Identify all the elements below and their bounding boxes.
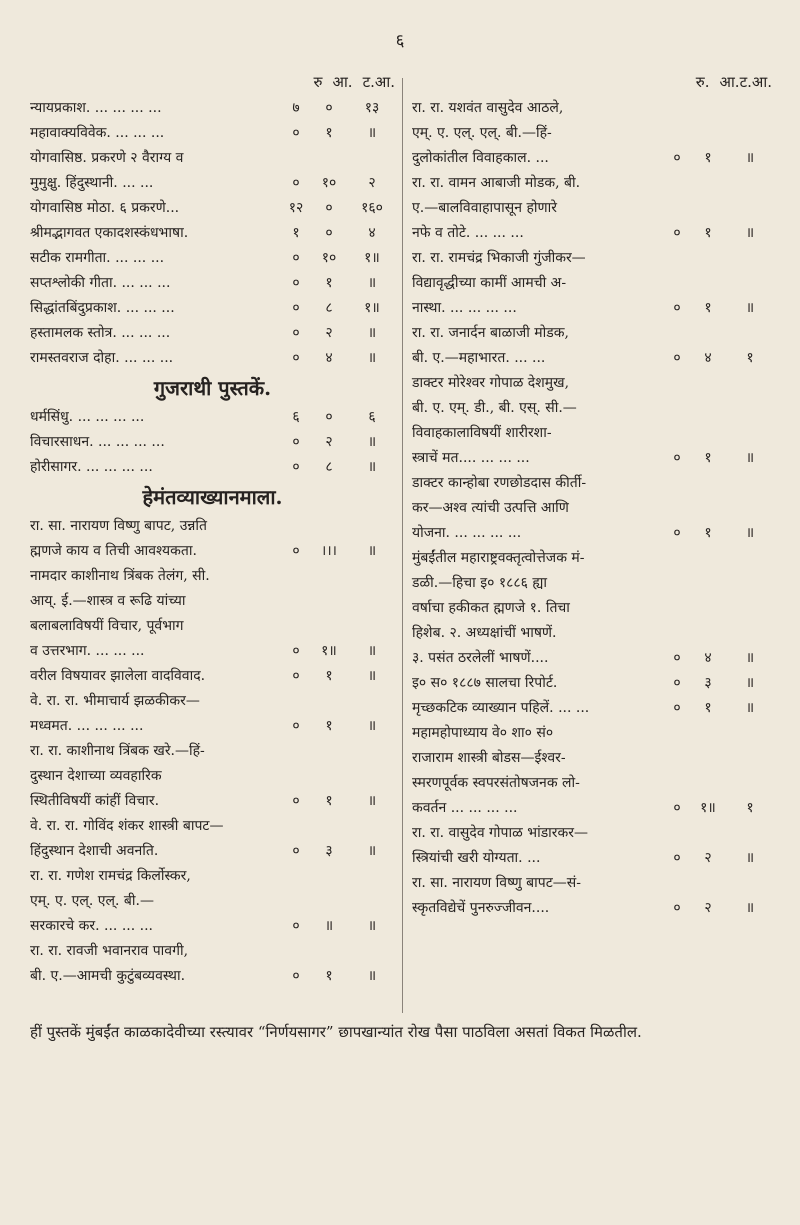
book-title: स्त्राचें मत.... ... ... ... (412, 450, 530, 466)
price-annas: १० (321, 175, 337, 191)
postage-annas: ॥ (367, 459, 377, 475)
postage-annas: ॥ (367, 643, 377, 659)
list-item (412, 646, 772, 671)
book-title: रा. रा. रावजी भवानराव पावगी, (30, 943, 189, 959)
list-item (412, 596, 772, 621)
book-title: रा. सा. नारायण विष्णु बापट—सं- (412, 875, 581, 891)
price-annas: १ (325, 793, 333, 809)
postage-annas: ६ (368, 409, 376, 425)
book-title: बी. ए. एम्. डी., बी. एस्. सी.— (412, 400, 577, 416)
header-anna: आ. (332, 73, 353, 91)
price-annas: ८ (325, 300, 333, 316)
list-item (30, 171, 395, 196)
postage-annas: ॥ (745, 300, 755, 316)
list-item (412, 746, 772, 771)
book-title: दुस्थान देशाच्या व्यवहारिक (30, 768, 162, 784)
list-item (30, 689, 395, 714)
list-item (30, 121, 395, 146)
postage-annas: ॥ (367, 543, 377, 559)
book-title: सटीक रामगीता. ... ... ... (30, 250, 165, 266)
book-title: बलाबलाविषयीं विचार, पूर्वभाग (30, 618, 184, 634)
postage-annas: ॥ (367, 793, 377, 809)
book-title: वे. रा. रा. भीमाचार्य झळकीकर— (30, 693, 200, 709)
list-item (412, 571, 772, 596)
book-title: विवाहकालाविषयीं शारीरशा- (412, 425, 552, 441)
list-item (30, 221, 395, 246)
book-title: विद्यावृद्धीच्या कामीं आमची अ- (412, 275, 567, 291)
list-item (30, 146, 395, 171)
list-item (412, 196, 772, 221)
list-item (412, 321, 772, 346)
postage-annas: ॥ (745, 850, 755, 866)
list-item (412, 96, 772, 121)
book-title: ३. पसंत ठरलेलीं भाषणें.... (412, 650, 549, 666)
column-divider (402, 78, 403, 1013)
list-item (412, 521, 772, 546)
header-rupee: रु (313, 73, 323, 91)
postage-annas: ॥ (745, 650, 755, 666)
list-item (30, 964, 395, 989)
book-title: योजना. ... ... ... ... (412, 525, 522, 541)
footer-note: हीं पुस्तकें मुंबईंत काळकादेवीच्या रस्त्यावर “निर्णयसागर” छापखान्यांत रोख पैसा पाठविला असतां विकत मिळतील. (30, 1023, 642, 1041)
book-title: रा. रा. जनार्दन बाळाजी मोडक, (412, 325, 569, 341)
price-annas: ० (325, 409, 333, 425)
book-title: स्त्रियांची खरी योग्यता. ... (412, 850, 541, 866)
book-title: रा. रा. रामचंद्र भिकाजी गुंजीकर— (412, 250, 586, 266)
list-item (412, 796, 772, 821)
price-rupees: ० (292, 434, 300, 450)
list-item (30, 321, 395, 346)
book-title: बी. ए.—आमची कुटुंबव्यवस्था. (30, 968, 186, 984)
book-title: स्थितीविषयीं कांहीं विचार. (30, 793, 160, 809)
price-rupees: ० (292, 325, 300, 341)
price-annas: १ (704, 150, 712, 166)
price-rupees: ७ (292, 100, 300, 116)
list-item (412, 496, 772, 521)
price-rupees: ० (673, 650, 681, 666)
postage-annas: ॥ (745, 900, 755, 916)
postage-annas: ॥ (367, 968, 377, 984)
list-item (412, 296, 772, 321)
price-annas: ४ (325, 350, 333, 366)
price-rupees: ० (292, 300, 300, 316)
book-title: बी. ए.—महाभारत. ... ... (412, 350, 546, 366)
book-title: होरीसागर. ... ... ... ... (30, 459, 153, 475)
list-item (412, 346, 772, 371)
postage-annas: ॥ (367, 275, 377, 291)
list-item (30, 271, 395, 296)
price-rupees: ० (673, 800, 681, 816)
price-annas: ३ (325, 843, 333, 859)
list-item (412, 396, 772, 421)
price-annas: १॥ (321, 643, 337, 659)
book-title: न्यायप्रकाश. ... ... ... ... (30, 100, 162, 116)
list-item (412, 896, 772, 921)
list-item (30, 714, 395, 739)
price-rupees: ० (292, 843, 300, 859)
right-column (412, 72, 772, 921)
postage-annas: ॥ (745, 675, 755, 691)
postage-annas: २ (368, 175, 376, 191)
book-title: मृच्छकटिक व्याख्यान पहिलें. ... ... (412, 700, 590, 716)
price-rupees: ० (292, 250, 300, 266)
book-title: वे. रा. रा. गोविंद शंकर शास्त्री बापट— (30, 818, 224, 834)
price-annas: ८ (325, 459, 333, 475)
price-rupees: ० (673, 850, 681, 866)
book-title: मुमुक्षु. हिंदुस्थानी. ... ... (30, 175, 154, 191)
price-annas: ।।। (321, 543, 337, 559)
book-title: कवर्तन ... ... ... ... (412, 800, 518, 816)
price-rupees: ० (673, 900, 681, 916)
book-title: राजाराम शास्त्री बोडस—ईश्वर- (412, 750, 566, 766)
price-annas: ३ (704, 675, 712, 691)
book-title: व उत्तरभाग. ... ... ... (30, 643, 145, 659)
header-rupee: रु. (695, 73, 710, 91)
postage-annas: ॥ (367, 843, 377, 859)
book-title: योगवासिष्ठ. प्रकरणे २ वैराग्य व (30, 150, 184, 166)
price-annas: ० (325, 225, 333, 241)
book-title: सरकारचे कर. ... ... ... (30, 918, 153, 934)
book-title: मुंबईंतील महाराष्ट्रवक्तृत्वोत्तेजक मं- (412, 550, 585, 566)
postage-annas: ॥ (745, 525, 755, 541)
price-rupees: ० (673, 150, 681, 166)
price-annas: १॥ (700, 800, 716, 816)
price-annas: १० (321, 250, 337, 266)
list-item (30, 246, 395, 271)
list-item (30, 639, 395, 664)
price-rupees: ० (673, 525, 681, 541)
book-title: विचारसाधन. ... ... ... ... (30, 434, 165, 450)
price-rupees: ० (292, 968, 300, 984)
book-title: नफे व तोटे. ... ... ... (412, 225, 524, 241)
book-title: श्रीमद्भागवत एकादशस्कंधभाषा. (30, 225, 189, 241)
book-title: रा. रा. वासुदेव गोपाळ भांडारकर— (412, 825, 589, 841)
price-annas: १ (704, 525, 712, 541)
list-item (412, 721, 772, 746)
list-item (30, 789, 395, 814)
price-annas: १ (704, 700, 712, 716)
price-annas: १ (704, 225, 712, 241)
book-title: इ० स० १८८७ सालचा रिपोर्ट. (412, 675, 558, 691)
list-item (30, 614, 395, 639)
left-column (30, 72, 395, 989)
price-rupees: ० (292, 459, 300, 475)
list-item (30, 514, 395, 539)
postage-annas: ॥ (745, 225, 755, 241)
book-title: मध्वमत. ... ... ... ... (30, 718, 144, 734)
book-title: योगवासिष्ठ मोठा. ६ प्रकरणे... (30, 200, 180, 216)
postage-annas: १३ (364, 100, 380, 116)
postage-annas: १॥ (364, 250, 380, 266)
book-title: ए.—बालविवाहापासून होणारे (412, 200, 557, 216)
book-title: वर्षाचा हकीकत ह्मणजे १. तिचा (412, 600, 570, 616)
book-title: नास्था. ... ... ... ... (412, 300, 517, 316)
left-column-header (30, 72, 395, 96)
price-annas: २ (704, 900, 712, 916)
list-item (30, 405, 395, 430)
postage-annas: १ (746, 800, 754, 816)
postage-annas: ॥ (367, 918, 377, 934)
list-item (412, 846, 772, 871)
book-title: डाक्टर कान्होबा रणछोडदास कीर्ती- (412, 475, 587, 491)
list-item (412, 621, 772, 646)
price-annas: २ (325, 434, 333, 450)
price-rupees: ० (292, 350, 300, 366)
price-rupees: ० (673, 350, 681, 366)
postage-annas: ४ (368, 225, 376, 241)
book-title: रा. सा. नारायण विष्णु बापट, उन्नति (30, 518, 207, 534)
postage-annas: ॥ (367, 325, 377, 341)
list-item (30, 346, 395, 371)
price-rupees: ० (673, 450, 681, 466)
postage-annas: ॥ (367, 668, 377, 684)
book-title: सप्तश्लोकी गीता. ... ... ... (30, 275, 171, 291)
book-title: महावाक्यविवेक. ... ... ... (30, 125, 165, 141)
price-rupees: ६ (292, 409, 300, 425)
price-annas: २ (704, 850, 712, 866)
list-item (30, 889, 395, 914)
price-rupees: ० (673, 675, 681, 691)
header-anna-postage: आ.ट.आ. (719, 73, 772, 91)
list-item (30, 939, 395, 964)
book-title: स्मरणपूर्वक स्वपरसंतोषजनक लो- (412, 775, 580, 791)
book-title: रा. रा. गणेश रामचंद्र किर्लोस्कर, (30, 868, 191, 884)
list-item (412, 821, 772, 846)
price-rupees: ० (292, 918, 300, 934)
postage-annas: ॥ (745, 450, 755, 466)
book-title: रामस्तवराज दोहा. ... ... ... (30, 350, 174, 366)
book-title: नामदार काशीनाथ त्रिंबक तेलंग, सी. (30, 568, 210, 584)
header-postage: ट.आ. (362, 73, 395, 91)
section-heading: गुजराथी पुस्तकें. (153, 376, 272, 400)
list-item (412, 171, 772, 196)
list-item (412, 146, 772, 171)
list-item (30, 664, 395, 689)
book-title: डाक्टर मोरेश्वर गोपाळ देशमुख, (412, 375, 570, 391)
price-rupees: ० (292, 543, 300, 559)
price-rupees: ० (673, 225, 681, 241)
page-number: ६ (395, 31, 405, 51)
list-item (30, 839, 395, 864)
list-item (30, 196, 395, 221)
price-annas: ४ (704, 350, 712, 366)
list-item (30, 430, 395, 455)
list-item (412, 121, 772, 146)
list-item (412, 871, 772, 896)
price-annas: ० (325, 100, 333, 116)
price-annas: १ (325, 718, 333, 734)
book-title: कर—अश्व त्यांची उत्पत्ति आणि (412, 500, 569, 516)
price-rupees: ० (292, 125, 300, 141)
book-title: महामहोपाध्याय वे० शा० सं० (412, 725, 554, 741)
book-title: स्कृतविद्येचें पुनरुज्जीवन.... (412, 900, 550, 916)
postage-annas: ॥ (367, 125, 377, 141)
book-title: धर्मसिंधु. ... ... ... ... (30, 409, 145, 425)
book-title: ह्मणजे काय व तिची आवश्यकता. (30, 543, 197, 559)
price-annas: १ (325, 275, 333, 291)
postage-annas: ॥ (745, 150, 755, 166)
book-title: एम्. ए. एल्. एल्. बी.— (30, 893, 154, 909)
price-rupees: ० (292, 175, 300, 191)
book-title: हस्तामलक स्तोत्र. ... ... ... (30, 325, 171, 341)
list-item (412, 371, 772, 396)
list-item (30, 455, 395, 480)
list-item (30, 296, 395, 321)
list-item (412, 696, 772, 721)
price-annas: ॥ (324, 918, 334, 934)
list-item (412, 221, 772, 246)
book-title: एम्. ए. एल्. एल्. बी.—हिं- (412, 125, 552, 141)
price-rupees: ० (292, 643, 300, 659)
postage-annas: ॥ (367, 718, 377, 734)
list-item (30, 914, 395, 939)
price-annas: ४ (704, 650, 712, 666)
list-item (412, 546, 772, 571)
book-title: रा. रा. काशीनाथ त्रिंबक खरे.—हिं- (30, 743, 205, 759)
list-item (412, 421, 772, 446)
list-item (30, 764, 395, 789)
list-item (30, 539, 395, 564)
price-rupees: ० (292, 718, 300, 734)
price-rupees: ० (292, 793, 300, 809)
book-title: वरील विषयावर झालेला वादविवाद. (30, 668, 206, 684)
book-title: हिशेब. २. अध्यक्षांचीं भाषणें. (412, 625, 557, 641)
price-annas: ० (325, 200, 333, 216)
book-title: रा. रा. यशवंत वासुदेव आठले, (412, 100, 564, 116)
price-rupees: ० (292, 275, 300, 291)
book-title: सिद्धांतबिंदुप्रकाश. ... ... ... (30, 300, 175, 316)
list-item (30, 864, 395, 889)
book-title: आय्. ई.—शास्त्र व रूढि यांच्या (30, 593, 186, 609)
list-item (30, 96, 395, 121)
book-title: रा. रा. वामन आबाजी मोडक, बी. (412, 175, 581, 191)
price-rupees: १ (292, 225, 300, 241)
price-annas: १ (704, 300, 712, 316)
list-item (412, 446, 772, 471)
list-item (412, 271, 772, 296)
price-rupees: ० (673, 300, 681, 316)
list-item (412, 471, 772, 496)
list-item (412, 246, 772, 271)
list-item (30, 564, 395, 589)
book-title: दुलोकांतील विवाहकाल. ... (412, 150, 549, 166)
postage-annas: ॥ (745, 700, 755, 716)
price-annas: १ (704, 450, 712, 466)
postage-annas: १॥ (364, 300, 380, 316)
list-item (412, 771, 772, 796)
price-rupees: ० (292, 668, 300, 684)
postage-annas: ॥ (367, 434, 377, 450)
list-item (30, 814, 395, 839)
section-heading: हेमंतव्याख्यानमाला. (142, 485, 283, 509)
book-title: हिंदुस्थान देशाची अवनति. (30, 843, 159, 859)
price-annas: १ (325, 968, 333, 984)
postage-annas: ॥ (367, 350, 377, 366)
price-annas: १ (325, 668, 333, 684)
list-item (30, 589, 395, 614)
list-item (30, 739, 395, 764)
price-rupees: १२ (288, 200, 304, 216)
price-annas: २ (325, 325, 333, 341)
price-rupees: ० (673, 700, 681, 716)
price-annas: १ (325, 125, 333, 141)
postage-annas: १ (746, 350, 754, 366)
list-item (412, 671, 772, 696)
book-title: डळी.—हिचा इ० १८८६ ह्या (412, 575, 548, 591)
postage-annas: १६० (361, 200, 383, 216)
right-column-header (412, 72, 772, 96)
